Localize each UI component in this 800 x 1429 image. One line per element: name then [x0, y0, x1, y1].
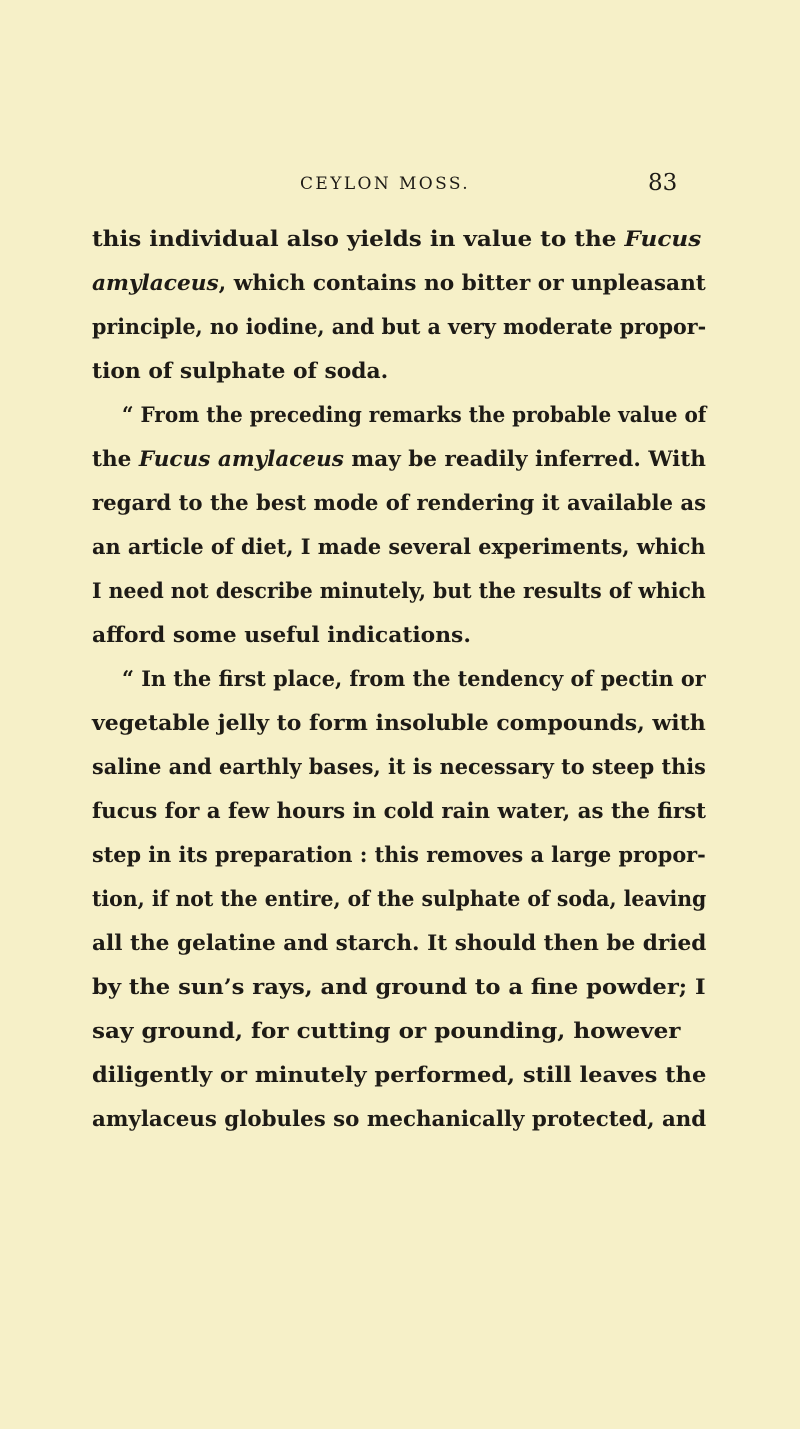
text-segment: I need not describe minutely, but the results of which — [92, 579, 706, 604]
text-line — [92, 350, 388, 394]
italic-text-segment: Fucus amylaceus — [138, 447, 344, 472]
italic-text-segment: Fucus — [624, 227, 702, 252]
text-segment: regard to the best mode of rendering it available as — [92, 491, 707, 516]
text-segment: afford some useful indications. — [92, 623, 471, 648]
text-line — [92, 1054, 706, 1098]
running-head — [0, 170, 800, 210]
text-line — [92, 306, 706, 350]
text-line — [92, 746, 706, 790]
page-number: 83 — [648, 170, 678, 196]
text-line — [92, 922, 706, 966]
text-line — [122, 658, 706, 702]
text-segment: the — [92, 447, 139, 472]
running-title: CEYLON MOSS. — [300, 174, 471, 194]
text-line — [92, 218, 701, 262]
text-line — [92, 702, 706, 746]
text-segment: tion, if not the entire, of the sulphate of soda, leaving — [92, 887, 707, 912]
text-line — [92, 790, 706, 834]
text-segment: saline and earthly bases, it is necessary to steep this — [92, 755, 706, 780]
text-segment: amylaceus globules so mechanically protected, and — [92, 1107, 707, 1132]
text-line — [92, 1098, 706, 1142]
text-segment: “ In the first place, from the tendency of pectin or — [122, 667, 706, 692]
text-line — [92, 482, 706, 526]
text-segment: step in its preparation : this removes a large propor- — [92, 843, 706, 868]
text-line — [92, 614, 471, 658]
text-segment: principle, no iodine, and but a very moderate propor- — [92, 315, 707, 340]
text-line — [92, 570, 706, 614]
text-segment: this individual also yields in value to the — [92, 227, 625, 252]
text-line — [92, 526, 706, 570]
text-line — [92, 262, 706, 306]
text-segment: tion of sulphate of soda. — [92, 359, 389, 384]
text-segment: vegetable jelly to form insoluble compounds, with — [92, 711, 706, 736]
text-line — [92, 966, 706, 1010]
text-segment: an article of diet, I made several experiments, which — [92, 535, 706, 560]
text-segment: all the gelatine and starch. It should then be dried — [92, 931, 707, 956]
text-line — [92, 1010, 680, 1054]
text-line — [92, 438, 706, 482]
text-segment: may be readily inferred. With — [343, 447, 706, 472]
text-line — [122, 394, 706, 438]
text-segment: fucus for a few hours in cold rain water, as the first — [92, 799, 706, 824]
text-segment: “ From the preceding remarks the probable value of — [122, 403, 707, 428]
text-segment: , which contains no bitter or unpleasant — [218, 271, 706, 296]
text-segment: by the sun’s rays, and ground to a fine powder; I — [92, 975, 706, 1000]
text-segment: diligently or minutely performed, still leaves the — [92, 1063, 707, 1088]
text-line — [92, 834, 706, 878]
text-line — [92, 878, 706, 922]
italic-text-segment: amylaceus — [92, 271, 219, 296]
text-segment: say ground, for cutting or pounding, however — [92, 1019, 681, 1044]
